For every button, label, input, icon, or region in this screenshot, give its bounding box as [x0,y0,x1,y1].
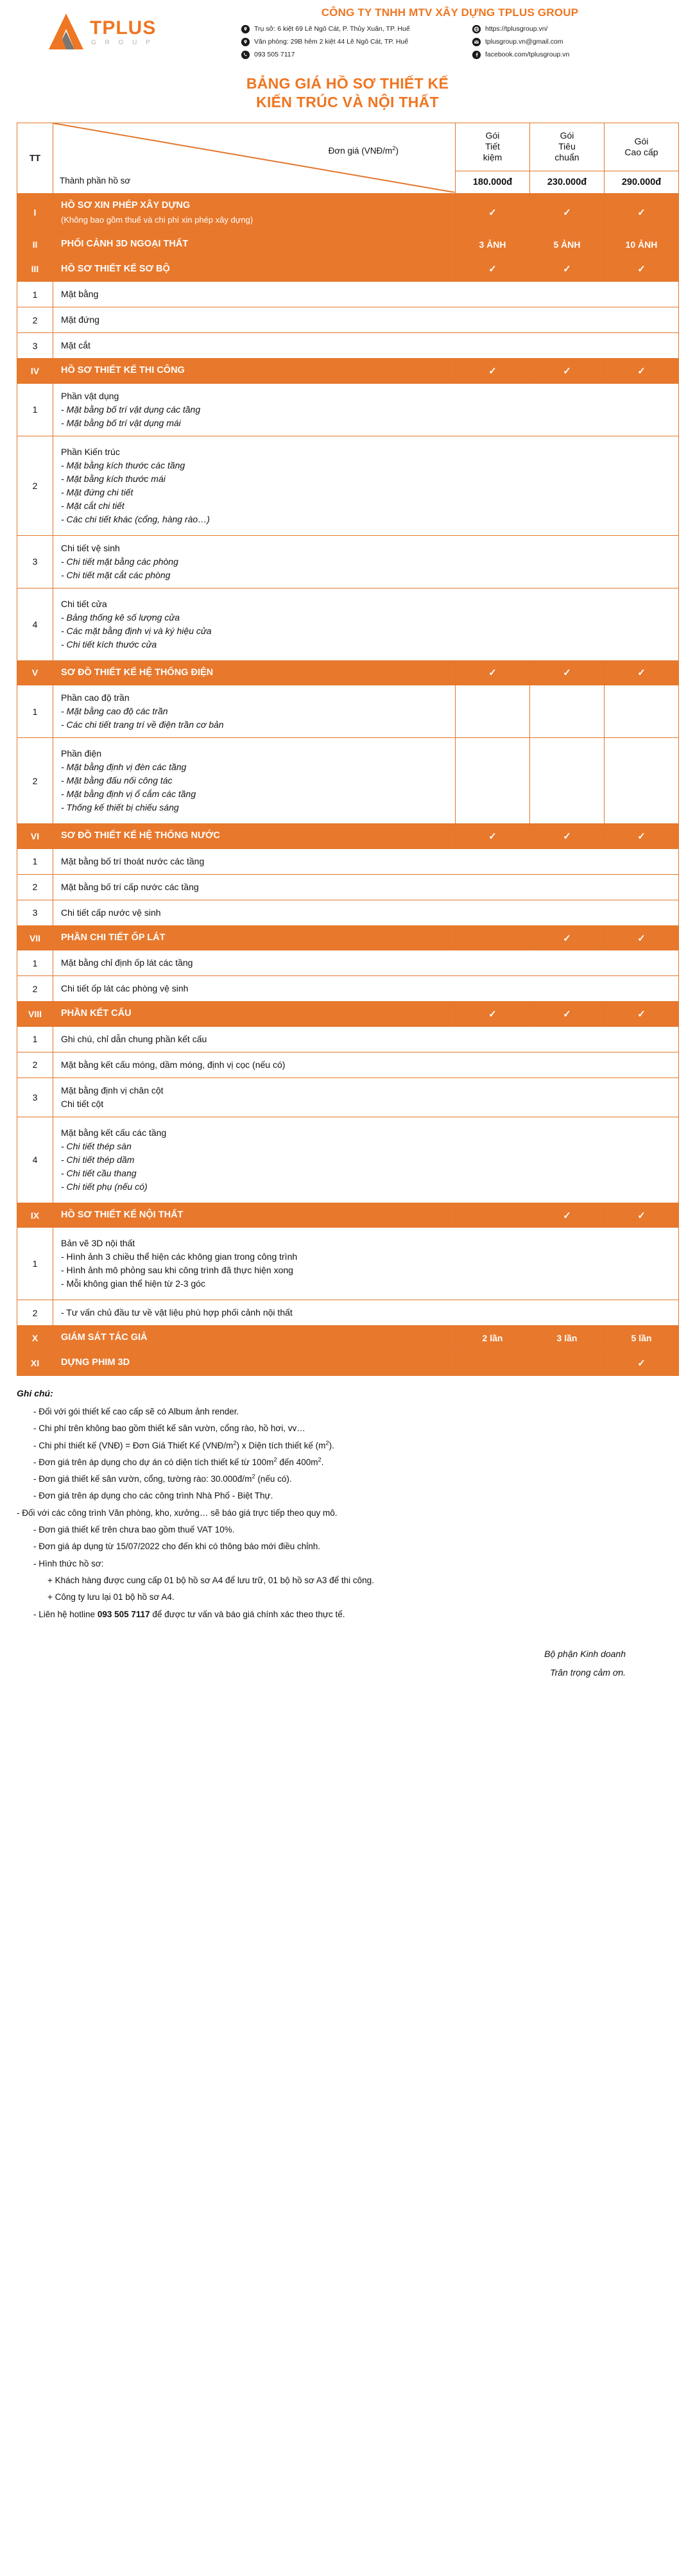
package-name-line3: kiệm [483,152,502,163]
contact-column-right [472,25,684,59]
package-mark-cell: ✓ [605,1002,679,1027]
header-package-3 [605,123,679,171]
page-title [0,74,695,112]
note-item: - Đối với gói thiết kế cao cấp sẽ có Album ảnh render. [33,1406,239,1416]
package-mark-cell: ✓ [456,359,530,384]
item-number: 2 [17,307,53,333]
item-row [17,383,679,436]
item-lead-text: Mặt bằng kết cấu các tầng [61,1127,167,1138]
package-mark-cell: 5 ẢNH [530,232,605,257]
section-label [53,232,456,257]
note-item: + Khách hàng được cung cấp 01 bộ hồ sơ A4 để lưu trữ, 01 bộ hồ sơ A3 để thi công. [47,1576,374,1586]
section-label-text: DỰNG PHIM 3D [61,1357,130,1368]
section-label [53,359,456,384]
package-empty-cell [605,738,679,824]
note-item: - Đối với các công trình Văn phòng, kho, xưởng… sẽ báo giá trực tiếp theo quy mô. [17,1507,338,1518]
item-bullet: - Hình ảnh mô phỏng sau khi công trình đã thực hiện xong [61,1265,293,1276]
logo-subtext: G R O U P [91,39,154,46]
phone-icon [241,51,250,59]
item-number: 1 [17,1228,53,1300]
item-number: 2 [17,874,53,900]
section-row [17,1203,679,1228]
item-body [53,383,679,436]
item-row [17,436,679,535]
item-lead-text: Ghi chú, chỉ dẫn chung phần kết cấu [61,1033,207,1044]
item-bullet: - Mặt bằng định vị đèn các tầng [61,762,187,773]
notes-section [17,1385,678,1623]
package-empty-cell [456,685,530,738]
header-diagonal-cell [53,123,456,193]
section-label-text: PHẦN KẾT CẤU [61,1008,132,1019]
mail-icon [472,38,481,46]
item-body [53,1228,679,1300]
package-mark-cell: 10 ẢNH [605,232,679,257]
package-mark-cell: 5 lần [605,1326,679,1351]
package-empty-cell [605,685,679,738]
note-item: - Đơn giá thiết kế trên chưa bao gồm thuế VAT 10%. [33,1525,235,1535]
package-mark-cell: ✓ [530,1203,605,1228]
note-item: - Chi phí thiết kế (VNĐ) = Đơn Giá Thiết Kế $(VNĐ/m^2)$ x Diện tích thiết kế $(m^2)$. [33,1439,334,1450]
item-bullet: - Mặt bằng định vị ổ cắm các tầng [61,789,196,800]
section-label-text: GIÁM SÁT TÁC GIẢ [61,1332,148,1343]
signoff-thanks: Trân trọng cảm ơn. [550,1667,626,1678]
package-mark-cell: ✓ [605,925,679,950]
package-mark-cell: ✓ [605,193,679,232]
contact-facebook[interactable] [472,51,684,59]
package-empty-cell [456,738,530,824]
item-body [53,436,679,535]
location-pin-icon [241,38,250,46]
item-lead-text: Mặt cắt [61,340,90,351]
page-title-line1: BẢNG GIÁ HỒ SƠ THIẾT KẾ [246,75,449,92]
contact-grid [241,25,684,59]
section-label [53,925,456,950]
item-number: 1 [17,950,53,976]
item-body [53,282,679,307]
facebook-icon [472,51,481,59]
item-body [53,900,679,925]
section-number: VI [17,824,53,849]
section-number: VIII [17,1002,53,1027]
item-bullet: - Chi tiết thép sàn [61,1140,132,1151]
package-mark-cell: 3 lần [530,1326,605,1351]
package-empty-cell [456,925,530,950]
package-mark-cell: ✓ [605,1203,679,1228]
item-bullet: - Mặt bằng đấu nối công tác [61,775,173,786]
section-label-text: HỒ SƠ THIẾT KẾ THI CÔNG [61,365,185,376]
package-mark-cell: ✓ [530,193,605,232]
package-empty-cell [530,738,605,824]
item-row [17,307,679,333]
section-row [17,193,679,232]
signoff-block [0,1645,626,1683]
item-lead-text: - Tư vấn chủ đầu tư về vật liệu phù hợp phối cảnh nội thất [61,1307,293,1318]
item-number: 1 [17,685,53,738]
item-body [53,874,679,900]
package-mark-cell: ✓ [456,1002,530,1027]
item-body [53,976,679,1002]
package-mark-cell: ✓ [530,359,605,384]
note-item: - Đơn giá trên áp dụng cho dự án có diện tích thiết kế từ $100m^2$ đến $400m^2$. [33,1456,324,1467]
table-body [17,193,679,1375]
contact-text: facebook.com/tplusgroup.vn [485,50,570,58]
item-number: 3 [17,900,53,925]
item-number: 1 [17,1026,53,1052]
contact-address-hq [241,25,472,33]
item-row [17,685,679,738]
item-row [17,848,679,874]
package-mark-cell: ✓ [456,660,530,685]
package-price-2: 230.000đ [530,171,605,193]
package-mark-cell: ✓ [605,1351,679,1376]
item-bullet: - Chi tiết phụ (nếu có) [61,1181,148,1192]
item-bullet: - Các mặt bằng định vị và ký hiệu cửa [61,625,212,636]
letterhead [0,0,695,63]
item-row [17,535,679,588]
item-bullet: - Thống kế thiết bị chiếu sáng [61,802,179,813]
item-number: 1 [17,383,53,436]
item-lead-text: Chi tiết cấp nước vệ sinh [61,907,161,918]
item-bullet: - Các chi tiết khác (cổng, hàng rào…) [61,513,210,524]
item-bullet: - Chi tiết mặt bằng các phòng [61,556,178,567]
item-lead-text: Phần điện [61,748,102,759]
package-empty-cell [530,1351,605,1376]
section-label-text: SƠ ĐỒ THIẾT KẾ HỆ THỐNG NƯỚC [61,830,220,841]
table-header-row [17,123,679,171]
section-row [17,1002,679,1027]
package-name-line1: Gói [485,130,500,141]
item-body [53,333,679,359]
item-bullet: - Chi tiết mặt cắt các phòng [61,569,171,580]
item-lead-text: Chi tiết ốp lát các phòng vệ sinh [61,983,189,994]
item-number: 2 [17,1052,53,1078]
item-body [53,738,456,824]
package-name-line1: Gói [560,130,574,141]
section-row [17,660,679,685]
package-mark-cell: ✓ [456,257,530,282]
item-body [53,685,456,738]
package-name-line1: Gói [634,135,649,146]
note-item: - Liên hệ hotline 093 505 7117 để được tư vấn và báo giá chính xác theo thực tế. [33,1609,345,1619]
item-number: 2 [17,738,53,824]
item-number: 2 [17,976,53,1002]
section-label [53,1326,456,1351]
table-header [17,123,679,193]
section-label [53,660,456,685]
logo-wordmark: TPLUS [90,17,157,39]
item-number: 2 [17,436,53,535]
item-row [17,1026,679,1052]
contact-email[interactable] [472,38,684,46]
section-row [17,1351,679,1376]
package-empty-cell [530,685,605,738]
item-lead-text: Mặt bằng kết cấu móng, dầm móng, định vị cọc (nếu có) [61,1059,286,1070]
note-item: - Hình thức hồ sơ: [33,1558,104,1568]
section-number: II [17,232,53,257]
item-body [53,535,679,588]
section-row [17,257,679,282]
item-bullet: - Mặt bằng kích thước mái [61,473,166,484]
item-bullet: Chi tiết cột [61,1098,104,1109]
section-label-text: HỒ SƠ XIN PHÉP XÂY DỰNG [61,200,191,210]
item-body [53,1300,679,1326]
item-body [53,588,679,660]
section-label-text: SƠ ĐỒ THIẾT KẾ HỆ THỐNG ĐIỆN [61,667,214,678]
item-row [17,588,679,660]
contact-text: https://tplusgroup.vn/ [485,24,548,33]
package-mark-cell: ✓ [605,257,679,282]
item-bullet: - Mặt bằng cao độ các trần [61,706,168,717]
item-row [17,900,679,925]
header-component-label: Thành phần hồ sơ [60,175,131,185]
note-item: - Đơn giá thiết kế sân vườn, cổng, tường rào: $30.000đ/m^2$ (nếu có). [33,1473,292,1484]
item-body [53,307,679,333]
package-mark-cell: ✓ [605,824,679,849]
section-label [53,1351,456,1376]
section-label [53,1002,456,1027]
section-label-text: HỒ SƠ THIẾT KẾ SƠ BỘ [61,263,170,274]
section-sublabel: (Không bao gồm thuế và chi phí xin phép xây dựng) [61,215,253,225]
item-body [53,950,679,976]
item-number: 3 [17,333,53,359]
notes-title: Ghi chú: [17,1387,53,1398]
section-number: III [17,257,53,282]
package-price-3: 290.000đ [605,171,679,193]
package-mark-cell: 3 ẢNH [456,232,530,257]
item-lead-text: Phần vật dụng [61,390,119,401]
item-row [17,1300,679,1326]
item-row [17,1078,679,1117]
package-mark-cell: ✓ [530,1002,605,1027]
item-body [53,1052,679,1078]
note-item: - Đơn giá áp dụng từ 15/07/2022 cho đến khi có thông báo mới điều chỉnh. [33,1541,321,1552]
note-item: - Chi phí trên không bao gồm thiết kế sân vườn, cổng rào, hồ hơi, vv… [33,1423,305,1434]
item-bullet: - Mặt đứng chi tiết [61,486,133,497]
signoff-department: Bộ phận Kinh doanh [544,1648,626,1659]
item-row [17,738,679,824]
pricing-table [17,123,679,1376]
item-number: 4 [17,1117,53,1203]
item-bullet: - Mỗi không gian thể hiện từ 2-3 góc [61,1278,205,1289]
package-mark-cell: ✓ [530,660,605,685]
note-item: - Đơn giá trên áp dụng cho các công trình Nhà Phố - Biệt Thự. [33,1491,273,1501]
package-name-line2: Cao cấp [624,146,658,157]
item-bullet: - Chi tiết kích thước cửa [61,639,157,649]
item-body [53,1117,679,1203]
item-number: 2 [17,1300,53,1326]
section-number: V [17,660,53,685]
item-bullet: - Chi tiết cầu thang [61,1167,137,1178]
section-number: XI [17,1351,53,1376]
item-bullet: - Các chi tiết trang trí về điện trần cơ bản [61,719,224,730]
item-number: 1 [17,282,53,307]
item-lead-text: Chi tiết cửa [61,598,107,609]
header-package-2 [530,123,605,171]
contact-text: tplusgroup.vn@gmail.com [485,37,563,46]
section-number: IX [17,1203,53,1228]
company-name: CÔNG TY TNHH MTV XÂY DỰNG TPLUS GROUP [321,6,579,19]
header-unit-price-label: Đơn giá $(VNĐ/m^2)$ [328,144,399,156]
company-info [239,5,684,59]
header-tt: TT [17,123,53,193]
item-number: 4 [17,588,53,660]
section-label [53,1203,456,1228]
section-label-text: HỒ SƠ THIẾT KẾ NỘI THẤT [61,1209,184,1220]
package-name-line2: Tiết [485,141,500,152]
item-bullet: - Mặt cắt chi tiết [61,500,124,511]
section-number: I [17,193,53,232]
company-logo [17,12,239,52]
item-row [17,1228,679,1300]
item-lead-text: Bản vẽ 3D nội thất [61,1238,135,1249]
contact-address-office [241,38,472,46]
item-body [53,1078,679,1117]
contact-website[interactable] [472,25,684,33]
contact-text: Trụ sở: 6 kiệt 69 Lê Ngô Cát, P. Thủy Xuân, TP. Huế [254,24,410,33]
section-row [17,359,679,384]
package-empty-cell [456,1203,530,1228]
package-name-line3: chuẩn [554,152,579,163]
item-lead-text: Mặt bằng chỉ định ốp lát các tầng [61,957,193,968]
section-number: VII [17,925,53,950]
item-lead-text: Mặt bằng [61,289,99,300]
item-bullet: - Chi tiết thép dầm [61,1154,135,1165]
item-row [17,282,679,307]
section-row [17,232,679,257]
item-row [17,950,679,976]
section-label [53,257,456,282]
tplus-logo-icon [46,12,86,52]
section-row [17,925,679,950]
globe-icon [472,25,481,33]
item-bullet: - Mặt bằng bố trí vật dụng các tầng [61,404,201,415]
item-number: 3 [17,1078,53,1117]
contact-phone [241,51,472,59]
section-row [17,824,679,849]
item-lead-text: Mặt bằng bố trí thoát nước các tầng [61,855,205,866]
package-price-1: 180.000đ [456,171,530,193]
header-package-1 [456,123,530,171]
package-mark-cell: ✓ [456,193,530,232]
item-bullet: - Hình ảnh 3 chiều thể hiện các không gian trong công trình [61,1251,298,1262]
package-name-line2: Tiêu [558,141,576,152]
item-row [17,874,679,900]
item-body [53,848,679,874]
section-label-text: PHẦN CHI TIẾT ỐP LÁT [61,932,166,943]
item-bullet: - Mặt bằng kích thước các tầng [61,459,185,470]
contact-text: Văn phòng: 29B hẻm 2 kiệt 44 Lê Ngô Cát, TP. Huế [254,37,409,46]
item-row [17,976,679,1002]
notes-list [17,1404,678,1623]
contact-column-left [241,25,472,59]
item-number: 1 [17,848,53,874]
item-lead-text: Phần Kiến trúc [61,446,120,457]
item-bullet: - Mặt bằng bố trí vật dụng mái [61,417,181,428]
location-pin-icon [241,25,250,33]
package-mark-cell: ✓ [605,359,679,384]
package-mark-cell: ✓ [605,660,679,685]
section-label [53,193,456,232]
item-lead-text: Phần cao độ trần [61,692,130,703]
contact-text: 093 505 7117 [254,50,295,58]
item-lead-text: Mặt đứng [61,314,99,325]
section-row [17,1326,679,1351]
item-row [17,1052,679,1078]
package-mark-cell: ✓ [456,824,530,849]
item-lead-text: Mặt bằng bố trí cấp nước các tầng [61,881,199,892]
page-title-line2: KIẾN TRÚC VÀ NỘI THẤT [256,94,439,111]
package-mark-cell: ✓ [530,257,605,282]
section-label [53,824,456,849]
item-row [17,1117,679,1203]
item-lead-text: Chi tiết vệ sinh [61,542,120,553]
package-mark-cell: ✓ [530,925,605,950]
note-item: + Công ty lưu lại 01 bộ hồ sơ A4. [47,1592,175,1602]
section-number: X [17,1326,53,1351]
section-number: IV [17,359,53,384]
item-body [53,1026,679,1052]
item-lead-text: Mặt bằng định vị chân cột [61,1085,164,1095]
package-mark-cell: 2 lần [456,1326,530,1351]
package-empty-cell [456,1351,530,1376]
item-row [17,333,679,359]
item-number: 3 [17,535,53,588]
item-bullet: - Bảng thống kê số lượng cửa [61,612,180,623]
section-label-text: PHỐI CẢNH 3D NGOẠI THẤT [61,238,189,249]
package-mark-cell: ✓ [530,824,605,849]
